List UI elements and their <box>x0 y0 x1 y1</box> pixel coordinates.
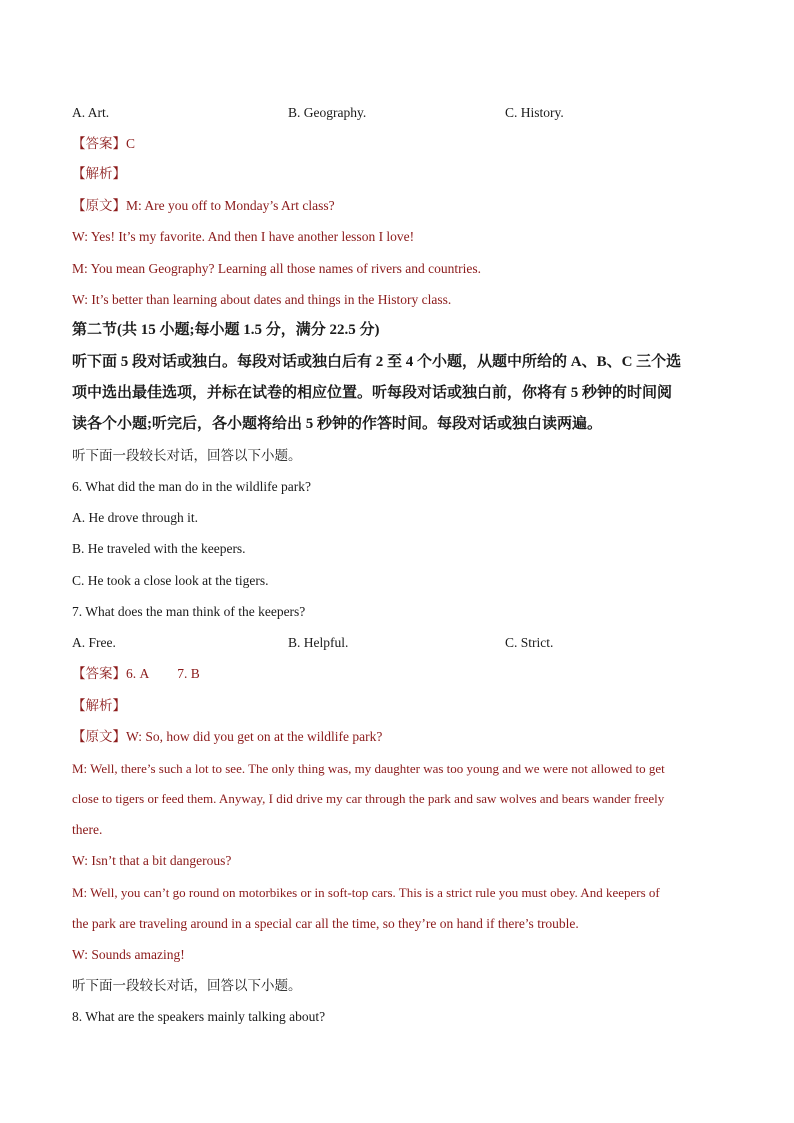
transcript-tag: 【原文】 <box>72 198 126 213</box>
q6-option-a: A. He drove through it. <box>72 510 198 525</box>
transcript-tag: 【原文】 <box>72 729 126 744</box>
q67-transcript-line: there. <box>72 822 103 837</box>
transcript-text: M: Are you off to Monday’s Art class? <box>126 198 335 213</box>
q7-option-c: C. Strict. <box>505 635 554 650</box>
q67-transcript-line: M: Well, there’s such a lot to see. The only thing was, my daughter was too young and we were not allowed to get <box>72 761 665 776</box>
analysis-tag: 【解析】 <box>72 166 126 181</box>
q5-transcript-first <box>72 197 335 215</box>
transcript-text: W: So, how did you get on at the wildlife park? <box>126 729 383 744</box>
q5-transcript-line: W: It’s better than learning about dates and things in the History class. <box>72 292 452 307</box>
q8-question: 8. What are the speakers mainly talking about? <box>72 1009 326 1024</box>
q7-option-a: A. Free. <box>72 635 116 650</box>
q67-transcript-line: W: Isn’t that a bit dangerous? <box>72 853 232 868</box>
q7-question: 7. What does the man think of the keepers? <box>72 604 306 619</box>
q5-transcript-line: M: You mean Geography? Learning all those names of rivers and countries. <box>72 261 482 276</box>
section-2-instructions: 听下面 5 段对话或独白。每段对话或独白后有 2 至 4 个小题，从题中所给的 A、B、C 三个选 <box>72 354 682 370</box>
q5-analysis-line <box>72 165 126 183</box>
answer-7: 7. B <box>177 666 200 681</box>
dialogue-intro: 听下面一段较长对话，回答以下小题。 <box>72 448 302 463</box>
q6-option-c: C. He took a close look at the tigers. <box>72 573 269 588</box>
q5-option-c: C. History. <box>505 105 564 120</box>
q5-option-b: B. Geography. <box>288 105 367 120</box>
q67-analysis-line <box>72 697 126 715</box>
answer-6: 6. A <box>126 666 150 681</box>
section-2-title: 第二节(共 15 小题;每小题 1.5 分，满分 22.5 分) <box>72 322 380 338</box>
answer-tag: 【答案】 <box>72 666 126 681</box>
q67-answer-line <box>72 665 200 683</box>
answer-tag: 【答案】 <box>72 136 126 151</box>
q5-transcript-line: W: Yes! It’s my favorite. And then I have another lesson I love! <box>72 229 415 244</box>
analysis-tag: 【解析】 <box>72 698 126 713</box>
q6-option-b: B. He traveled with the keepers. <box>72 541 246 556</box>
section-2-instructions: 读各个小题;听完后，各小题将给出 5 秒钟的作答时间。每段对话或独白读两遍。 <box>72 416 602 432</box>
q7-option-b: B. Helpful. <box>288 635 349 650</box>
q67-transcript-line: the park are traveling around in a special car all the time, so they’re on hand if there’s trouble. <box>72 916 579 931</box>
q67-transcript-first <box>72 728 382 746</box>
dialogue-intro: 听下面一段较长对话，回答以下小题。 <box>72 978 302 993</box>
q6-question: 6. What did the man do in the wildlife park? <box>72 479 311 494</box>
q67-transcript-line: W: Sounds amazing! <box>72 947 185 962</box>
q67-transcript-line: M: Well, you can’t go round on motorbikes or in soft-top cars. This is a strict rule you must obey. And keepers of <box>72 885 660 900</box>
answer-value: C <box>126 136 136 151</box>
section-2-instructions: 项中选出最佳选项，并标在试卷的相应位置。听每段对话或独白前，你将有 5 秒钟的时间阅 <box>72 385 673 401</box>
q5-option-a: A. Art. <box>72 105 110 120</box>
q5-answer-line <box>72 135 135 153</box>
q67-transcript-line: close to tigers or feed them. Anyway, I did drive my car through the park and saw wolves and bears wander freely <box>72 791 665 806</box>
